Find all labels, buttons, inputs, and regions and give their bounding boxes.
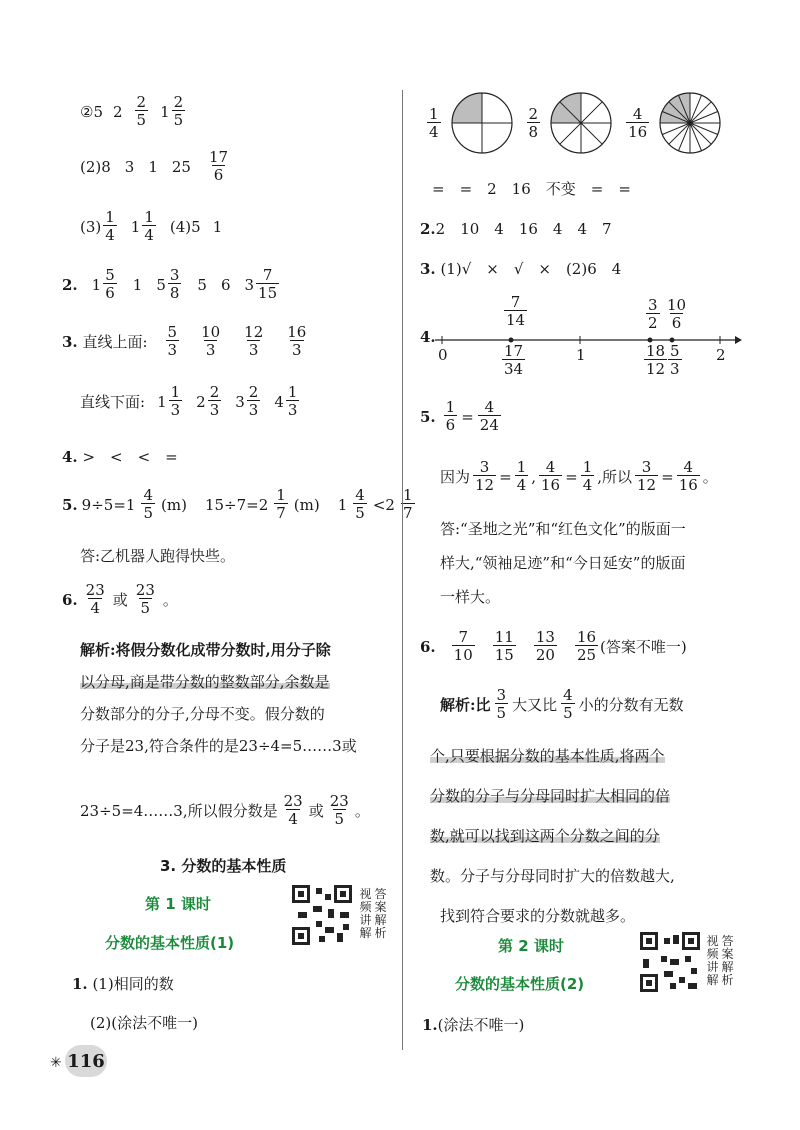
lesson-1-title: 第 1 课时 xyxy=(145,895,211,913)
question-4-label: 4. xyxy=(420,328,436,346)
circle-eighths xyxy=(550,92,612,154)
question-5-answer: 答:乙机器人跑得快些。 xyxy=(80,547,236,565)
question-2-right: 2.2 10 4 16 4 4 7 xyxy=(420,220,612,238)
question-3-right: 3. (1)√ × √ × (2)6 4 xyxy=(420,260,622,278)
question-4: 4. > < < = xyxy=(62,448,178,466)
line-1 xyxy=(80,95,187,128)
qr-label-left: 视 答 频 案 讲 解 解 析 xyxy=(359,887,387,940)
text: 2 xyxy=(113,102,123,121)
exercise-1-right: 1.(涂法不唯一) xyxy=(422,1016,525,1034)
circle-quarters xyxy=(451,92,513,154)
lesson-2-subtitle: 分数的基本性质(2) xyxy=(455,975,585,993)
lesson-2-title: 第 2 课时 xyxy=(498,937,564,955)
star-icon: ✳ xyxy=(50,1055,62,1071)
line-3: (3) $\frac{1}{4}$ 1 $\frac{1}{4}$ (4)5 1 xyxy=(80,208,223,244)
tick-2: 2 xyxy=(716,346,726,364)
tick-0: 0 xyxy=(438,346,448,364)
question-3-below: 直线下面: 1 $\frac{1}{3}$ 2 $\frac{2}{3}$ 3 $\frac{2}{3}$ 4 $\frac{1}{3}$ xyxy=(80,383,298,419)
mark-below-3: $\frac{5}{3}$ xyxy=(670,342,680,378)
question-5-right: 5. $\frac{1}{6}$ = $\frac{4}{24}$ xyxy=(420,398,499,434)
question-5: 5. 9÷5=1 $\frac{4}{5}$ (m) 15÷7=2 $\frac{1}{7}$ (m) 1 $\frac{4}{5}$ <2 $\frac{1}{7}$ xyxy=(62,486,413,522)
number-line xyxy=(430,290,750,390)
column-divider xyxy=(402,90,403,1050)
text: ②5 xyxy=(80,102,103,121)
section-title: 3. 分数的基本性质 xyxy=(160,857,287,875)
mark-above-3: $\frac{10}{6}$ xyxy=(667,296,687,332)
question-5-answer-right: 答:“圣地之光”和“红色文化”的版面一 样大,“领袖足迹”和“今日延安”的版面 一样大。 xyxy=(440,520,686,606)
circles-row: $\frac{1}{4}$ $\frac{2}{8}$ $\frac{4}{16}$ xyxy=(425,92,721,154)
exercise-1: 1. (1)相同的数 xyxy=(72,975,174,993)
mark-above-2: $\frac{3}{2}$ xyxy=(648,296,658,332)
circle-sixteenths xyxy=(659,92,721,154)
analysis-right-first: 解析:比 $\frac{3}{5}$ 大又比 $\frac{4}{5}$ 小的分数有无数 xyxy=(440,686,684,722)
mark-below-2: $\frac{18}{12}$ xyxy=(646,342,666,378)
fraction: $\frac{2}{5}$ xyxy=(136,93,147,129)
mixed-number: 1 $\frac{2}{5}$ xyxy=(160,93,184,129)
question-6: 6. $\frac{23}{4}$ 或 $\frac{23}{5}$ 。 xyxy=(62,581,178,617)
qr-code-left[interactable] xyxy=(292,885,352,945)
circles-answers: = = 2 16 不变 = = xyxy=(432,180,631,198)
question-5-because: 因为 $\frac{3}{12}$ = $\frac{1}{4}$ , $\frac{4}{16}$ = $\frac{1}{4}$ ,所以 $\frac{3}{12}$ = $\frac{4}{16}$ 。 xyxy=(440,458,718,494)
tick-1: 1 xyxy=(576,346,586,364)
mark-below-1: $\frac{17}{34}$ xyxy=(504,342,524,378)
fraction: $\frac{17}{6}$ xyxy=(208,148,229,184)
page-number: 116 xyxy=(65,1045,107,1077)
question-6-right: 6. $\frac{7}{10}$ $\frac{11}{15}$ $\frac{13}{20}$ $\frac{16}{25}$ (答案不唯一) xyxy=(420,628,687,664)
lesson-1-subtitle: 分数的基本性质(1) xyxy=(105,934,235,952)
analysis-left: 解析:将假分数化成带分数时,用分子除 以分母,商是带分数的整数部分,余数是 分数部分的分子,分母不变。假分数的 分子是23,符合条件的是23÷4=5……3或 xyxy=(80,641,357,755)
qr-code-right[interactable] xyxy=(640,932,700,992)
exercise-1-b: (2)(涂法不唯一) xyxy=(90,1014,198,1032)
analysis-left-last: 23÷5=4……3,所以假分数是 $\frac{23}{4}$ 或 $\frac{23}{5}$ 。 xyxy=(80,792,370,828)
qr-label-right: 视 答 频 案 讲 解 解 析 xyxy=(706,934,734,987)
analysis-right: 个,只要根据分数的基本性质,将两个 分数的分子与分母同时扩大相同的倍 数,就可以找到这两个分数之间的分 数。分子与分母同时扩大的倍数越大, 找到符合要求的分数就越多。 xyxy=(430,747,675,925)
line-2: (2)8 3 1 25 $\frac{17}{6}$ xyxy=(80,148,229,184)
question-3-above: 3. 直线上面: $\frac{5}{3}$ $\frac{10}{3}$ $\frac{12}{3}$ $\frac{16}{3}$ xyxy=(62,323,307,359)
mark-above-1: $\frac{7}{14}$ xyxy=(506,293,526,329)
question-2: 2. 1 $\frac{5}{6}$ 1 5 $\frac{3}{8}$ 5 6 3 $\frac{7}{15}$ xyxy=(62,266,278,302)
